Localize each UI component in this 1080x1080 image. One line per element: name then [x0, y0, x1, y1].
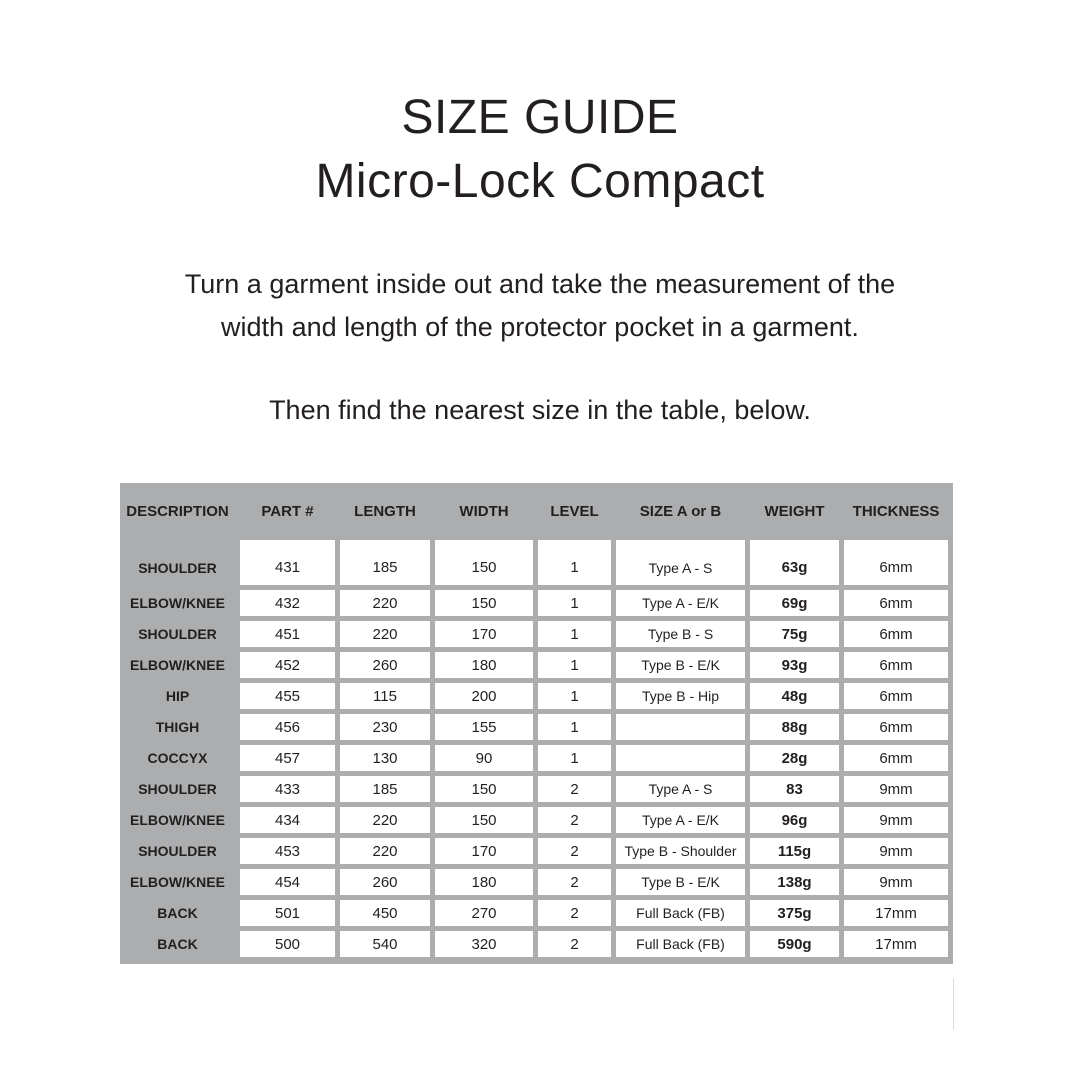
column-header-length: LENGTH	[354, 502, 416, 520]
cell-length: 130	[340, 745, 430, 771]
cell-size	[616, 714, 745, 740]
cell-length: 220	[340, 807, 430, 833]
column-header-width: WIDTH	[459, 502, 509, 520]
row-description: ELBOW/KNEE	[130, 874, 225, 890]
cell-length: 260	[340, 652, 430, 678]
cell-part: 453	[240, 838, 335, 864]
cell-thickness: 9mm	[844, 807, 948, 833]
instructions-paragraph-2	[0, 389, 1080, 432]
cell-weight: 96g	[750, 807, 839, 833]
cell-width: 90	[435, 745, 533, 771]
cell-part: 452	[240, 652, 335, 678]
cell-level: 1	[538, 714, 611, 740]
cell-width: 150	[435, 776, 533, 802]
cell-level: 2	[538, 776, 611, 802]
cell-thickness: 6mm	[844, 714, 948, 740]
cell-part: 433	[240, 776, 335, 802]
cell-part: 434	[240, 807, 335, 833]
cell-level: 2	[538, 838, 611, 864]
cell-weight: 75g	[750, 621, 839, 647]
instructions-line-2: width and length of the protector pocket in a garment.	[221, 312, 859, 342]
cell-level: 2	[538, 807, 611, 833]
cell-thickness: 9mm	[844, 776, 948, 802]
cell-size: Type B - E/K	[616, 652, 745, 678]
cell-weight: 69g	[750, 590, 839, 616]
cell-weight: 375g	[750, 900, 839, 926]
cell-width: 200	[435, 683, 533, 709]
cell-size	[616, 745, 745, 771]
cell-length: 220	[340, 838, 430, 864]
cell-thickness: 9mm	[844, 869, 948, 895]
cell-part: 451	[240, 621, 335, 647]
cell-thickness: 6mm	[844, 745, 948, 771]
cell-thickness: 17mm	[844, 931, 948, 957]
page-title-line-1: SIZE GUIDE	[401, 91, 679, 144]
cell-size: Type A - E/K	[616, 590, 745, 616]
cell-weight: 28g	[750, 745, 839, 771]
row-description: SHOULDER	[138, 781, 217, 797]
cell-part: 500	[240, 931, 335, 957]
cell-weight: 88g	[750, 714, 839, 740]
column-header-description: DESCRIPTION	[126, 502, 229, 520]
page-title	[0, 86, 1080, 214]
cell-level: 1	[538, 745, 611, 771]
cell-part: 432	[240, 590, 335, 616]
cell-length: 230	[340, 714, 430, 740]
page-title-line-2: Micro-Lock Compact	[315, 155, 765, 208]
cell-length: 220	[340, 621, 430, 647]
instructions-paragraph-1	[0, 263, 1080, 349]
cell-weight: 63g	[750, 540, 839, 585]
column-header-part: PART #	[261, 502, 314, 520]
cell-level: 2	[538, 869, 611, 895]
cell-thickness: 6mm	[844, 652, 948, 678]
cell-weight: 93g	[750, 652, 839, 678]
row-description: ELBOW/KNEE	[130, 595, 225, 611]
cell-size: Type B - Shoulder	[616, 838, 745, 864]
cell-size: Full Back (FB)	[616, 931, 745, 957]
row-description: BACK	[157, 905, 198, 921]
cell-size: Type B - E/K	[616, 869, 745, 895]
cell-level: 1	[538, 590, 611, 616]
cell-part: 431	[240, 540, 335, 585]
cell-size: Type A - S	[616, 776, 745, 802]
cell-width: 150	[435, 540, 533, 585]
column-header-level: LEVEL	[550, 502, 599, 520]
row-description: SHOULDER	[138, 560, 217, 576]
row-description: ELBOW/KNEE	[130, 812, 225, 828]
cell-width: 150	[435, 590, 533, 616]
cell-width: 150	[435, 807, 533, 833]
cell-weight: 138g	[750, 869, 839, 895]
size-guide-table	[120, 483, 953, 964]
cell-width: 320	[435, 931, 533, 957]
cell-level: 1	[538, 540, 611, 585]
column-header-weight: WEIGHT	[764, 502, 825, 520]
cell-length: 115	[340, 683, 430, 709]
column-header-size: SIZE A or B	[639, 502, 722, 520]
page-edge-line	[953, 978, 954, 1030]
cell-part: 455	[240, 683, 335, 709]
cell-thickness: 6mm	[844, 590, 948, 616]
cell-part: 456	[240, 714, 335, 740]
cell-width: 180	[435, 869, 533, 895]
cell-size: Type B - Hip	[616, 683, 745, 709]
cell-thickness: 6mm	[844, 540, 948, 585]
cell-level: 2	[538, 931, 611, 957]
cell-width: 170	[435, 621, 533, 647]
cell-level: 1	[538, 683, 611, 709]
row-description: SHOULDER	[138, 843, 217, 859]
instructions-line-1: Turn a garment inside out and take the measurement of the	[184, 269, 896, 299]
cell-length: 260	[340, 869, 430, 895]
cell-length: 220	[340, 590, 430, 616]
cell-length: 540	[340, 931, 430, 957]
row-description: ELBOW/KNEE	[130, 657, 225, 673]
cell-width: 155	[435, 714, 533, 740]
instructions-line-3: Then find the nearest size in the table, below.	[269, 395, 811, 425]
cell-size: Type A - E/K	[616, 807, 745, 833]
row-description: COCCYX	[147, 750, 208, 766]
cell-size: Full Back (FB)	[616, 900, 745, 926]
cell-level: 1	[538, 621, 611, 647]
row-description: THIGH	[155, 719, 200, 735]
cell-thickness: 6mm	[844, 621, 948, 647]
cell-thickness: 9mm	[844, 838, 948, 864]
column-header-thickness: THICKNESS	[852, 502, 940, 520]
row-description: HIP	[165, 688, 190, 704]
cell-size: Type A - S	[616, 540, 745, 585]
cell-length: 450	[340, 900, 430, 926]
row-description: SHOULDER	[138, 626, 217, 642]
cell-width: 270	[435, 900, 533, 926]
cell-part: 457	[240, 745, 335, 771]
cell-weight: 83	[750, 776, 839, 802]
cell-weight: 115g	[750, 838, 839, 864]
cell-part: 501	[240, 900, 335, 926]
cell-part: 454	[240, 869, 335, 895]
cell-level: 2	[538, 900, 611, 926]
cell-level: 1	[538, 652, 611, 678]
cell-width: 180	[435, 652, 533, 678]
cell-thickness: 6mm	[844, 683, 948, 709]
cell-weight: 590g	[750, 931, 839, 957]
cell-width: 170	[435, 838, 533, 864]
cell-thickness: 17mm	[844, 900, 948, 926]
cell-length: 185	[340, 776, 430, 802]
row-description: BACK	[157, 936, 198, 952]
cell-size: Type B - S	[616, 621, 745, 647]
cell-length: 185	[340, 540, 430, 585]
cell-weight: 48g	[750, 683, 839, 709]
